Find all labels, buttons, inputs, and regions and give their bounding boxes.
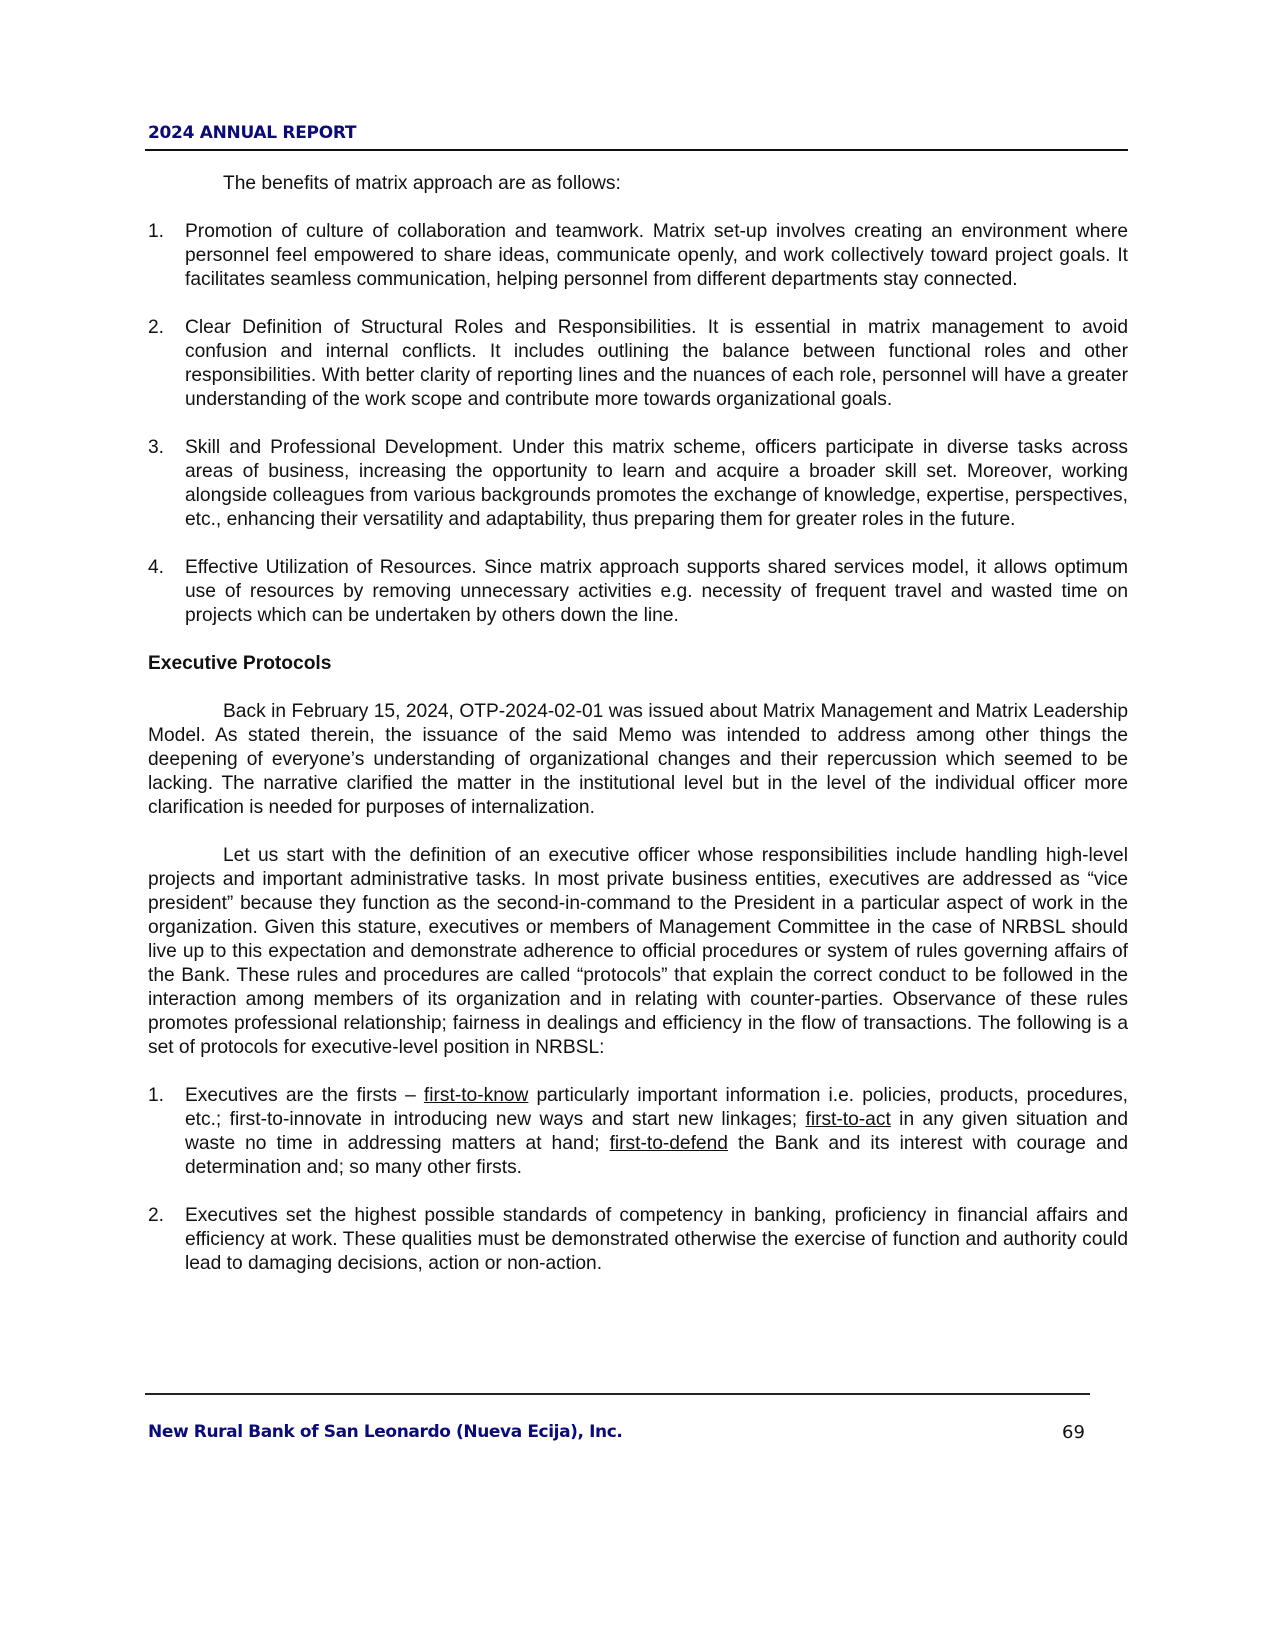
- underlined-term: first-to-defend: [609, 1133, 728, 1154]
- benefit-item-3: [148, 436, 1128, 532]
- protocol-item-1: [148, 1084, 1128, 1180]
- page-number: 69: [1062, 1422, 1085, 1443]
- underlined-term: first-to-act: [805, 1109, 891, 1130]
- benefits-intro: The benefits of matrix approach are as follows:: [223, 173, 621, 194]
- underlined-term: first-to-know: [423, 1085, 529, 1106]
- list-number: 2.: [148, 317, 165, 338]
- list-number: 4.: [148, 557, 165, 578]
- list-number: 2.: [148, 1205, 165, 1226]
- footer-organization: New Rural Bank of San Leonardo (Nueva Ecija), Inc.: [148, 1422, 623, 1442]
- paragraph-memo: Back in February 15, 2024, OTP-2024-02-01 was issued about Matrix Management and Matrix Leadership Model. As stated therein, the issuance of the said Memo was intended to address among other things the deepening of everyone’s understanding of organizational changes and their repercussion which seemed to be lacking. The narrative clarified the matter in the institutional level but in the level of the individual officer more clarification is needed for purposes of internalization.: [148, 701, 1128, 818]
- list-number: 3.: [148, 437, 165, 458]
- footer-divider: [145, 1393, 1090, 1395]
- list-text: Skill and Professional Development. Under this matrix scheme, officers participate in diverse tasks across areas of business, increasing the opportunity to learn and acquire a broader skill set. Moreover, working alongside colleagues from various backgrounds promotes the exchange of knowledge, expertise, perspectives, etc., enhancing their versatility and adaptability, thus preparing them for greater roles in the future.: [185, 437, 1128, 530]
- benefit-item-2: [148, 316, 1128, 412]
- list-number: 1.: [148, 221, 165, 242]
- benefit-item-4: [148, 556, 1128, 628]
- text-run: in any given situation and waste no time in addressing matters at hand;: [185, 1109, 1129, 1154]
- list-text: [185, 1085, 1128, 1178]
- list-text: Promotion of culture of collaboration and teamwork. Matrix set-up involves creating an environment where personnel feel empowered to share ideas, communicate openly, and work collectively toward project goals. It facilitates seamless communication, helping personnel from different departments stay connected.: [185, 221, 1128, 290]
- list-text: Clear Definition of Structural Roles and Responsibilities. It is essential in matrix management to avoid confusion and internal conflicts. It includes outlining the balance between functional roles and other responsibilities. With better clarity of reporting lines and the nuances of each role, personnel will have a greater understanding of the work scope and contribute more towards organizational goals.: [185, 317, 1128, 410]
- protocol-item-2: [148, 1204, 1128, 1276]
- text-run: particularly important information i.e. policies, products, procedures, etc.; first-to-innovate in introducing new ways and start new linkages;: [185, 1085, 1128, 1130]
- text-run: the Bank and its interest with courage and determination and; so many other firsts.: [185, 1133, 1129, 1178]
- report-header-title: 2024 ANNUAL REPORT: [148, 123, 357, 143]
- page-body: [148, 172, 1128, 1276]
- header-divider: [145, 149, 1128, 151]
- list-text: Effective Utilization of Resources. Since matrix approach supports shared services model, it allows optimum use of resources by removing unnecessary activities e.g. necessity of frequent travel and wasted time on projects which can be undertaken by others down the line.: [185, 557, 1128, 626]
- section-heading: Executive Protocols: [148, 653, 332, 674]
- text-run: Executives are the firsts –: [185, 1085, 424, 1106]
- list-text: Executives set the highest possible standards of competency in banking, proficiency in financial affairs and efficiency at work. These qualities must be demonstrated otherwise the exercise of function and authority could lead to damaging decisions, action or non-action.: [185, 1205, 1128, 1274]
- paragraph-definition: Let us start with the definition of an executive officer whose responsibilities include handling high-level projects and important administrative tasks. In most private business entities, executives are addressed as “vice president” because they function as the second-in-command to the President in a particular aspect of work in the organization. Given this stature, executives or members of Management Committee in the case of NRBSL should live up to this expectation and demonstrate adherence to official procedures or system of rules governing affairs of the Bank. These rules and procedures are called “protocols” that explain the correct conduct to be followed in the interaction among members of its organization and in relating with counter-parties. Observance of these rules promotes professional relationship; fairness in dealings and efficiency in the flow of transactions. The following is a set of protocols for executive-level position in NRBSL:: [148, 845, 1128, 1058]
- list-number: 1.: [148, 1085, 165, 1106]
- benefit-item-1: [148, 220, 1128, 292]
